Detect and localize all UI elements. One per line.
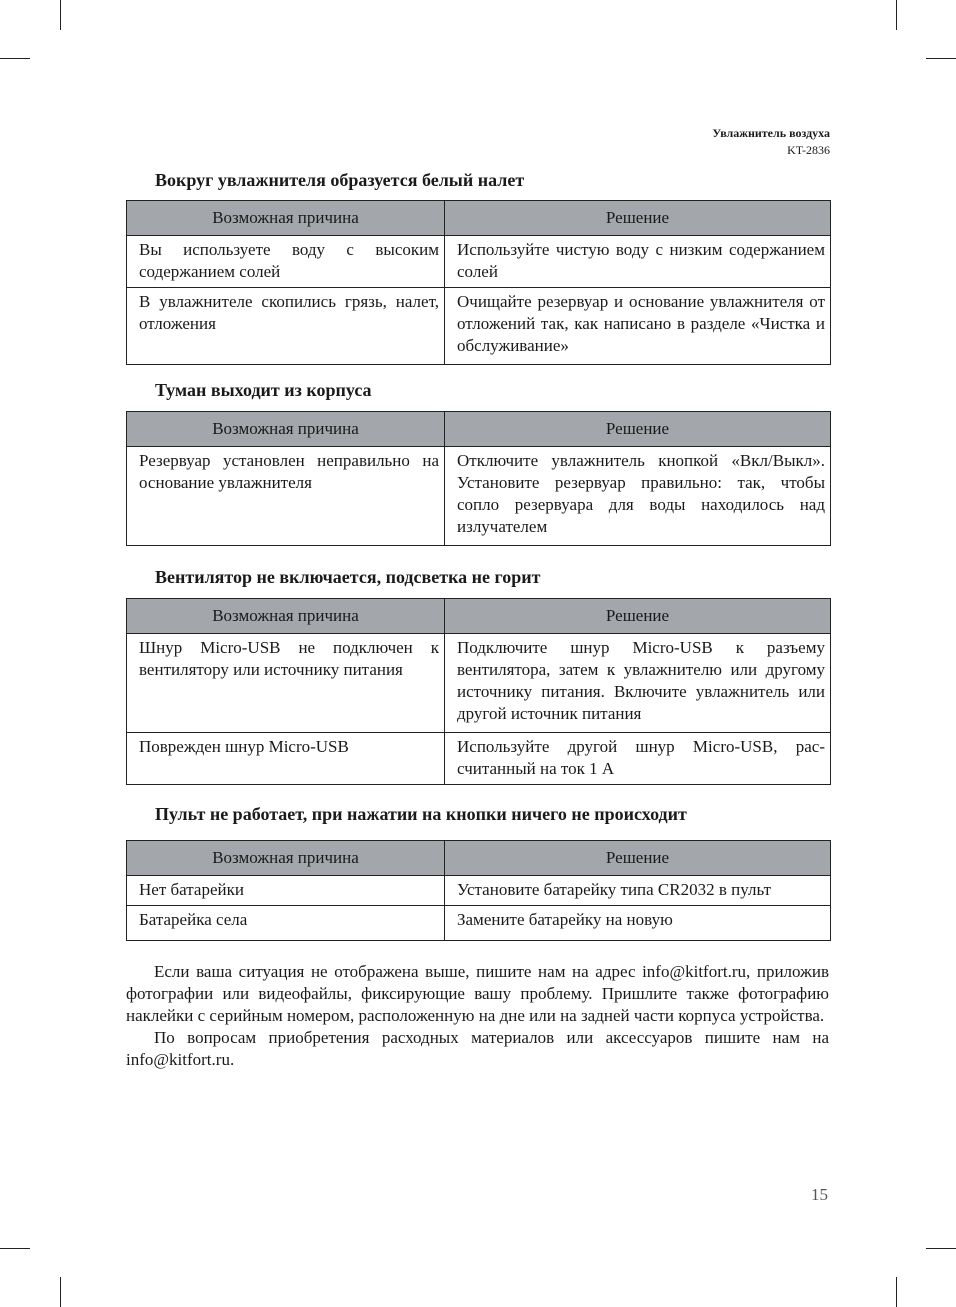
cause-cell: Нет батарейки (127, 876, 445, 906)
header-solution: Решение (445, 841, 831, 876)
running-header (712, 125, 830, 159)
cause-cell: Поврежден шнур Micro-USB (127, 733, 445, 785)
crop-mark (896, 0, 897, 30)
header-cause: Возможная причина (127, 201, 445, 236)
table-row (127, 288, 831, 365)
table-row (127, 447, 831, 546)
header-cause: Возможная причина (127, 841, 445, 876)
troubleshooting-table (126, 200, 831, 365)
table-row (127, 906, 831, 941)
solution-cell: Установите батарейку типа CR2032 в пульт (445, 876, 831, 906)
section-title: Пульт не работает, при нажатии на кнопки ничего не происходит (155, 804, 687, 824)
page-number: 15 (811, 1185, 828, 1204)
cause-cell: В увлажнителе скопились грязь, налет, отложения (127, 288, 445, 365)
crop-mark (896, 1277, 897, 1307)
paragraph: Если ваша ситуация не отображена выше, пишите нам на адрес info@kitfort.ru, приложив фотографии или видеофайлы, фиксирующие вашу проблему. Пришлите также фотографию наклейки с серийным номером, расположенную на дне или на задней части корпуса устройства. (126, 962, 829, 1025)
solution-cell: Замените батарейку на новую (445, 906, 831, 941)
troubleshooting-table (126, 598, 831, 785)
header-solution: Решение (445, 201, 831, 236)
section-title: Вокруг увлажнителя образуется белый налет (155, 170, 525, 190)
header-solution: Решение (445, 599, 831, 634)
table-row (127, 634, 831, 733)
troubleshooting-table (126, 840, 831, 941)
crop-mark (60, 0, 61, 30)
crop-mark (926, 1248, 956, 1249)
table-row (127, 876, 831, 906)
solution-cell: Очищайте резервуар и основание увлажнителя от отложений так, как написано в разделе «Чистка и обслуживание» (445, 288, 831, 365)
header-model: KT-2836 (787, 143, 830, 157)
header-solution: Решение (445, 412, 831, 447)
header-product: Увлажнитель воздуха (712, 126, 830, 140)
paragraph: По вопросам приобретения расходных материалов или аксессуаров пишите нам на info@kitfort.ru. (126, 1028, 829, 1069)
solution-cell: Отключите увлажнитель кнопкой «Вкл/Выкл». Установите резервуар правильно: так, чтобы сопло резервуара для воды находилось над излучателем (445, 447, 831, 546)
crop-mark (926, 58, 956, 59)
cause-cell: Шнур Micro-USB не подключен к вентилятору или источнику питания (127, 634, 445, 733)
section-title: Туман выходит из корпуса (155, 380, 372, 400)
cause-cell: Вы используете воду с высоким содержанием солей (127, 236, 445, 288)
table-row (127, 733, 831, 785)
solution-cell: Используйте другой шнур Micro-USB, рассчитанный на ток 1 А (445, 733, 831, 785)
contact-note (126, 961, 829, 1071)
solution-cell: Подключите шнур Micro-USB к разъему вентилятора, затем к увлажнителю или другому источнику питания. Включите увлажнитель или другой источник питания (445, 634, 831, 733)
table-row (127, 236, 831, 288)
cause-cell: Резервуар установлен неправильно на основание увлажнителя (127, 447, 445, 546)
header-cause: Возможная причина (127, 599, 445, 634)
solution-cell: Используйте чистую воду с низким содержанием солей (445, 236, 831, 288)
crop-mark (0, 58, 30, 59)
section-title: Вентилятор не включается, подсветка не горит (155, 567, 541, 587)
crop-mark (60, 1277, 61, 1307)
troubleshooting-table (126, 411, 831, 546)
crop-mark (0, 1248, 30, 1249)
header-cause: Возможная причина (127, 412, 445, 447)
cause-cell: Батарейка села (127, 906, 445, 941)
